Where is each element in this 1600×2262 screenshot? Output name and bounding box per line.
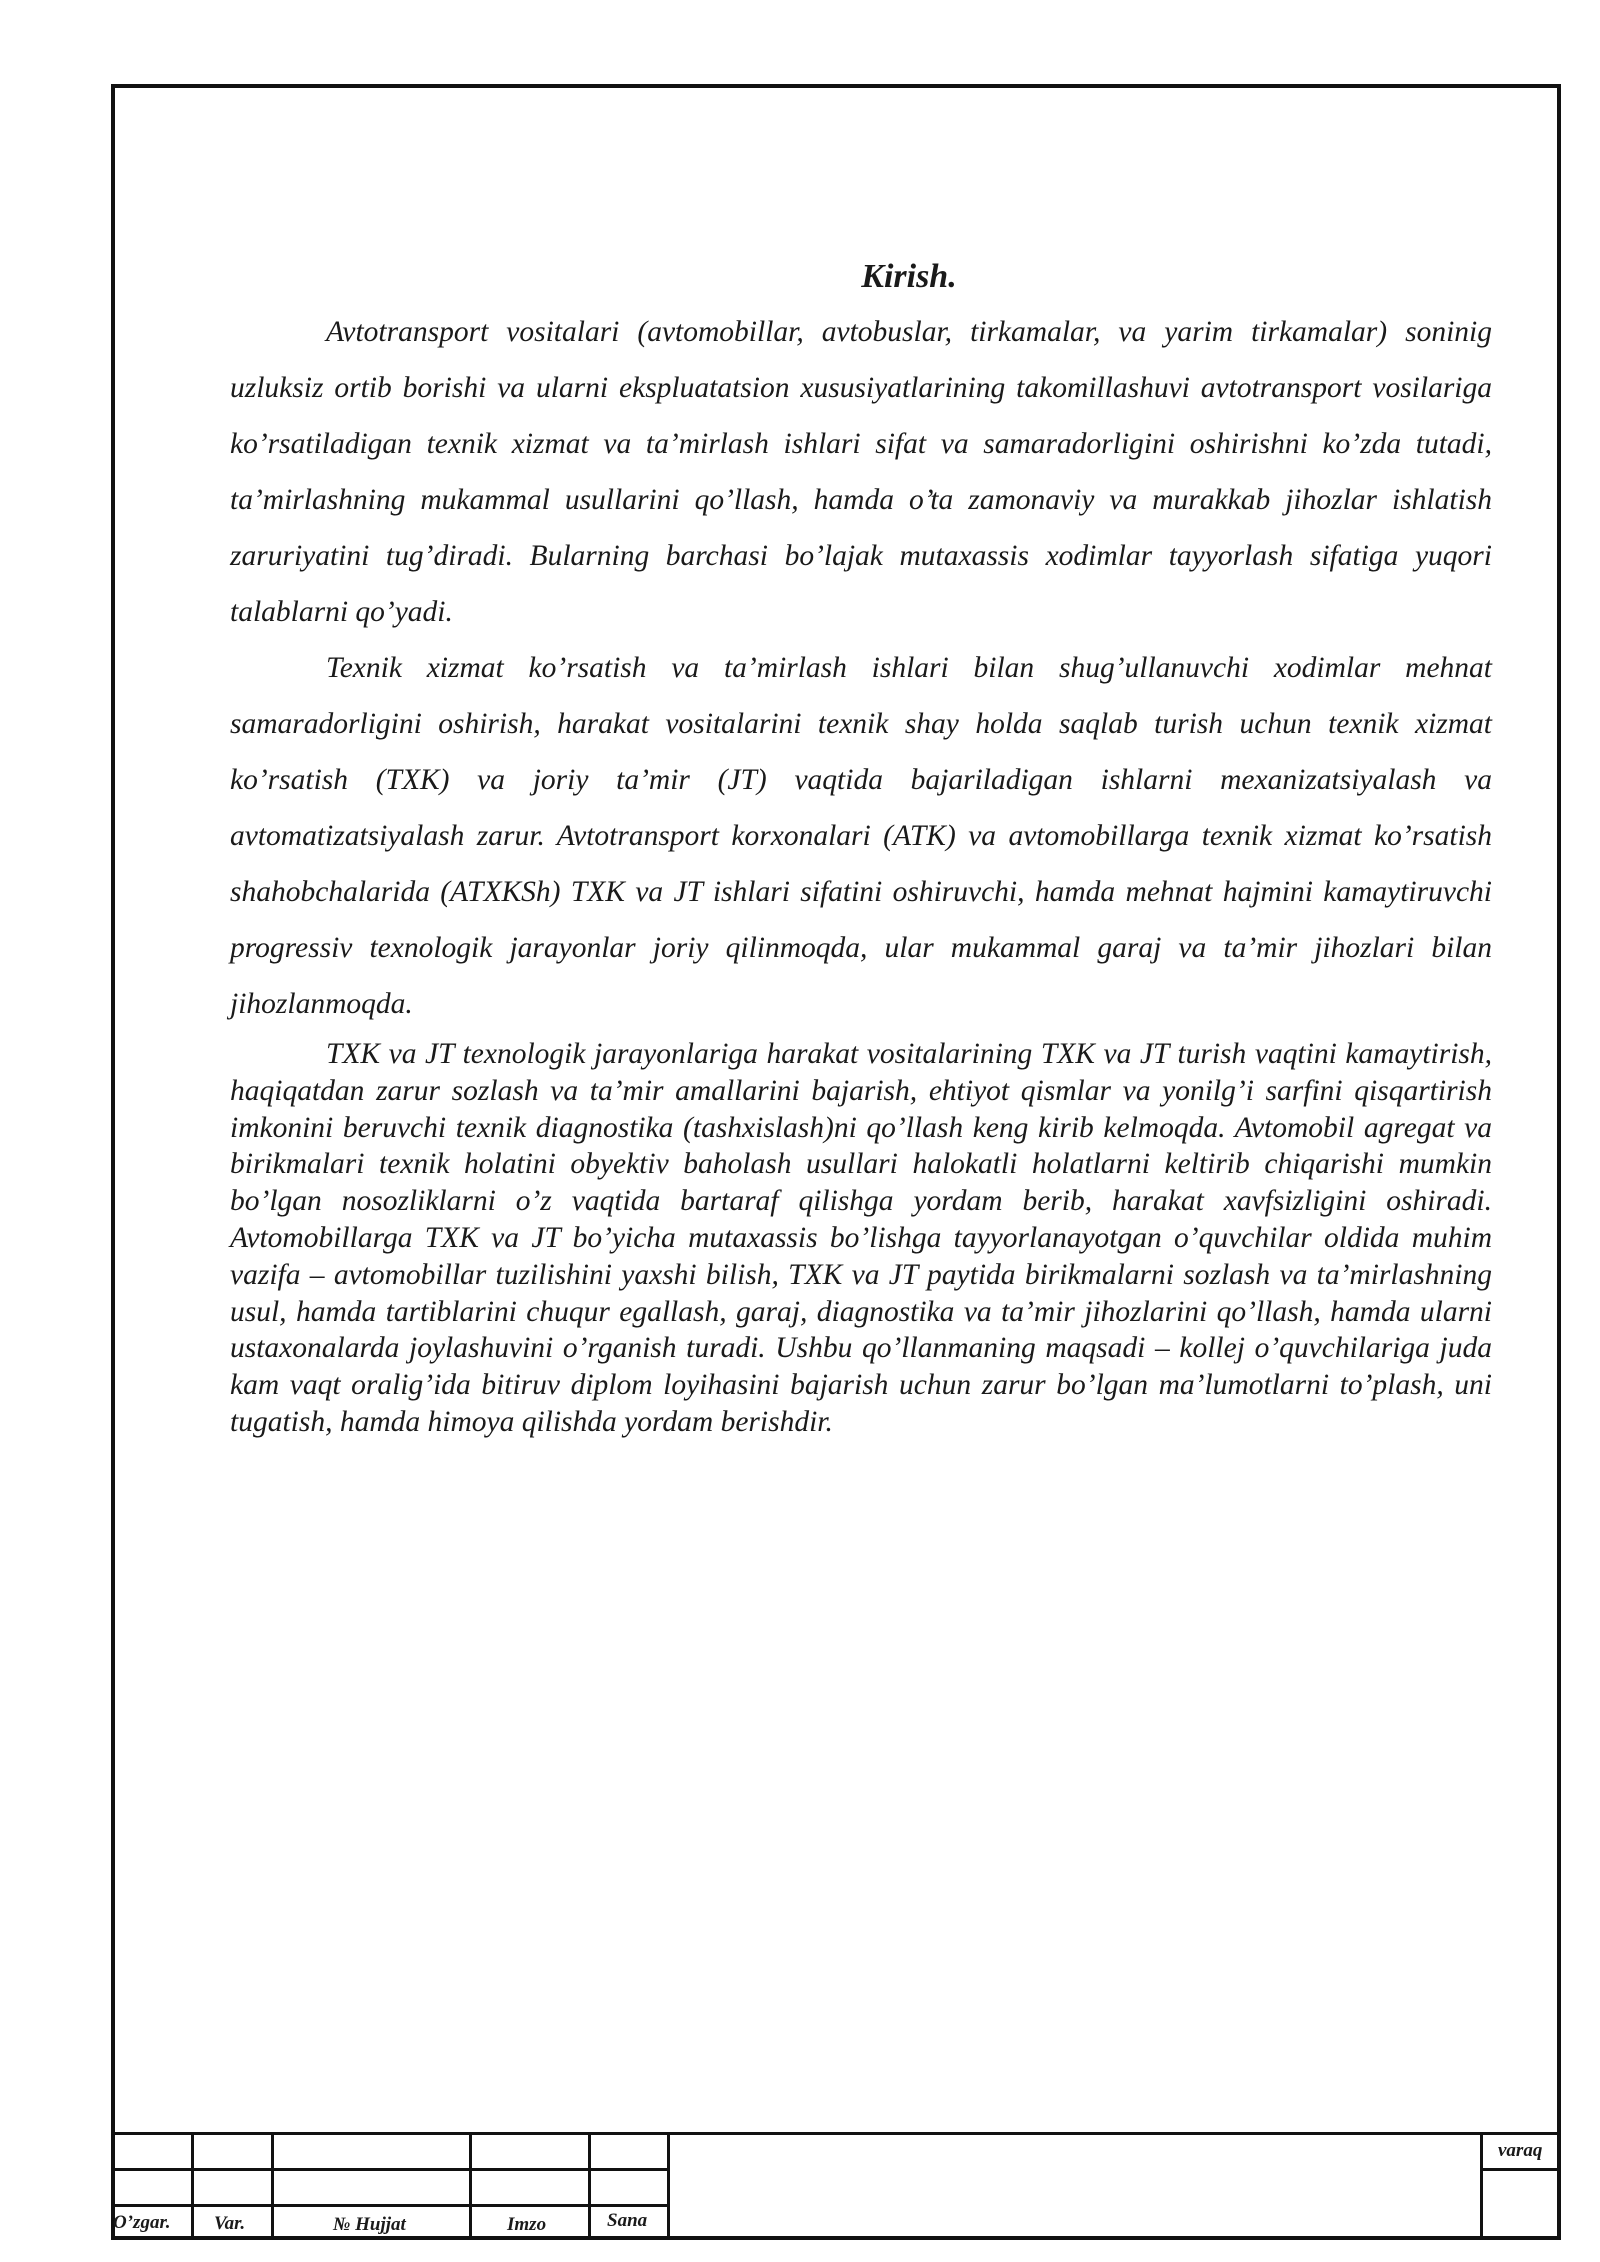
stamp-label-imzo: Imzo (507, 2214, 547, 2235)
stamp-label-ozgar: O’zgar. (113, 2212, 171, 2233)
title-block-top-line (111, 2132, 1561, 2135)
title-block (111, 2132, 1561, 2240)
stamp-label-var: Var. (214, 2213, 246, 2234)
title-block-col-line-2 (271, 2132, 274, 2240)
document-body (230, 258, 1492, 1441)
paragraph-3: TXK va JT texnologik jarayonlariga harakat vositalarining TXK va JT turish vaqtini kamaytirish, haqiqatdan zarur sozlash va ta’mir amallarini bajarish, ehtiyot qismlar va yonilg’i sarfini qisqartirish imkonini beruvchi texnik diagnostika (tashxislash)ni qo’llash keng kirib kelmoqda. Avtomobil agregat va birikmalari texnik holatini obyektiv baholash usullari halokatli holatlarni keltirib chiqarishi mumkin bo’lgan nosozliklarni o’z vaqtida bartaraf qilishga yordam berib, harakat xavfsizligini oshiradi. Avtomobillarga TXK va JT bo’yicha mutaxassis bo’lishga tayyorlanayotgan o’quvchilar oldida muhim vazifa – avtomobillar tuzilishini yaxshi bilish, TXK va JT paytida birikmalarni sozlash va ta’mirlashning usul, hamda tartiblarini chuqur egallash, garaj, diagnostika va ta’mir jihozlarini qo’llash, hamda ularni ustaxonalarda joylashuvini o’rganish turadi. Ushbu qo’llanmaning maqsadi – kollej o’quvchilariga juda kam vaqt oralig’ida bitiruv diplom loyihasini bajarish uchun zarur bo’lgan ma’lumotlarni to’plash, uni tugatish, hamda himoya qilishda yordam berishdir. (230, 1038, 1492, 1438)
title-block-row-line-2 (111, 2204, 669, 2207)
stamp-label-sana: Sana (607, 2210, 648, 2231)
title-block-col-line-6 (1480, 2132, 1483, 2240)
document-title: Kirish. (861, 258, 957, 295)
paragraph-2: Texnik xizmat ko’rsatish va ta’mirlash ishlari bilan shug’ullanuvchi xodimlar mehnat samaradorligini oshirish, harakat vositalarini texnik shay holda saqlab turish uchun texnik xizmat ko’rsatish (TXK) va joriy ta’mir (JT) vaqtida bajariladigan ishlarni mexanizatsiyalash va avtomatizatsiyalash zarur. Avtotransport korxonalari (ATK) va avtomobillarga texnik xizmat ko’rsatish shahobchalarida (ATXKSh) TXK va JT ishlari sifatini oshiruvchi, hamda mehnat hajmini kamaytiruvchi progressiv texnologik jarayonlar joriy qilinmoqda, ular mukammal garaj va ta’mir jihozlari bilan jihozlanmoqda. (230, 652, 1492, 1020)
title-block-col-line-5 (667, 2132, 670, 2240)
title-block-sheet-line (1481, 2168, 1561, 2171)
title-block-col-line-1 (191, 2132, 194, 2240)
stamp-label-hujjat: № Hujjat (333, 2214, 406, 2235)
title-block-col-line-4 (588, 2132, 591, 2240)
paragraph-1: Avtotransport vositalari (avtomobillar, avtobuslar, tirkamalar, va yarim tirkamalar) soninig uzluksiz ortib borishi va ularni ekspluatatsion xususiyatlarining takomillashuvi avtotransport vosilariga ko’rsatiladigan texnik xizmat va ta’mirlash ishlari sifat va samaradorligini oshirishni ko’zda tutadi, ta’mirlashning mukammal usullarini qo’llash, hamda o’ta zamonaviy va murakkab jihozlar ishlatish zaruriyatini tug’diradi. Bularning barchasi bo’lajak mutaxassis xodimlar tayyorlash sifatiga yuqori talablarni qo’yadi. (230, 316, 1492, 628)
title-block-col-line-3 (469, 2132, 472, 2240)
stamp-label-varaq: varaq (1498, 2140, 1543, 2161)
title-block-row-line-1 (111, 2168, 669, 2171)
